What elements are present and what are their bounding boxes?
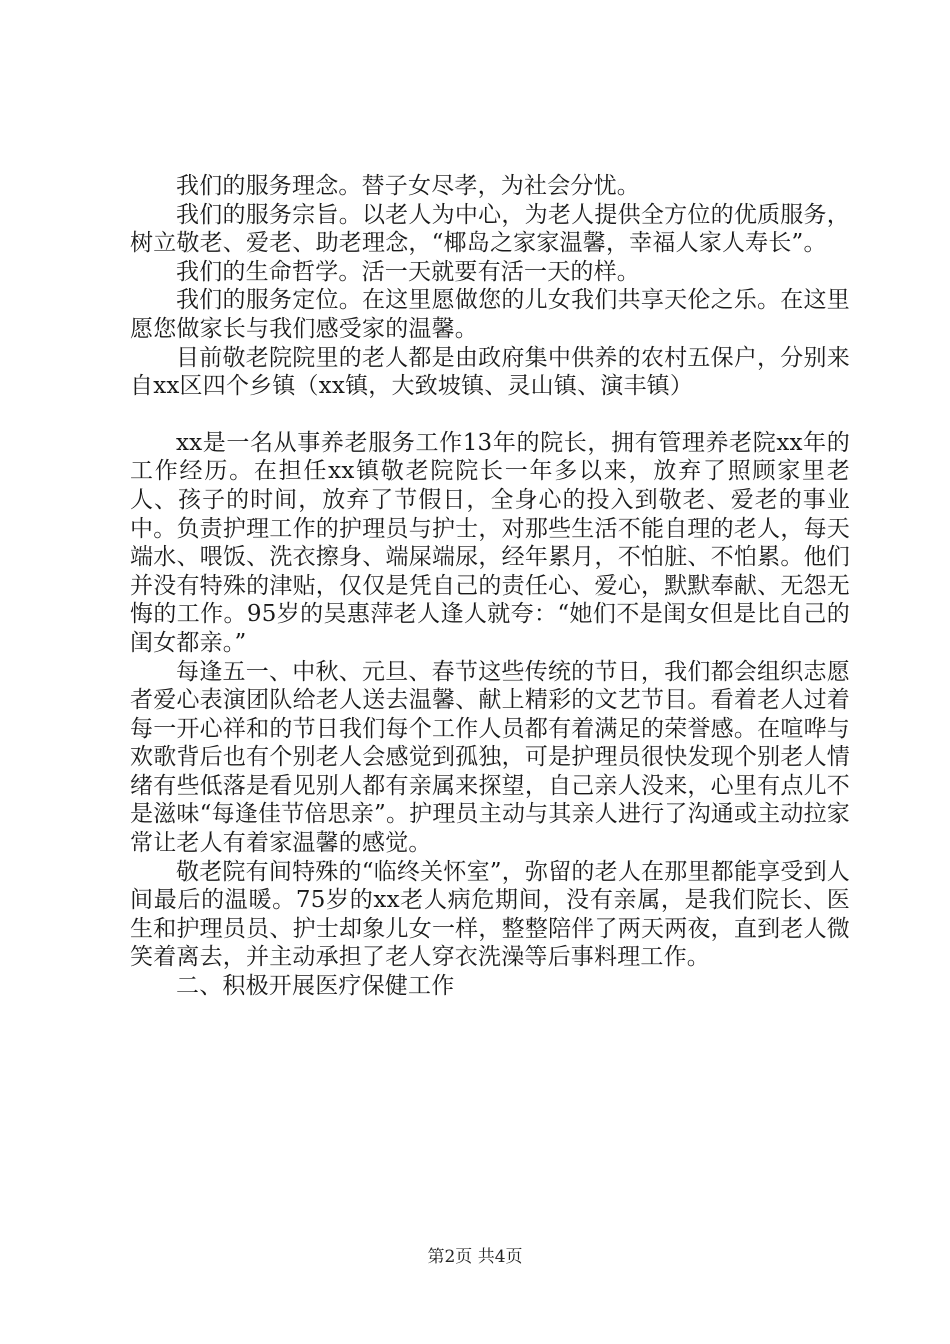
paragraph-service-concept: 我们的服务理念。替子女尽孝，为社会分忧。 <box>176 173 640 199</box>
paragraph-service-purpose: 我们的服务宗旨。以老人为中心，为老人提供全方位的优质服务，树立敬老、爱老、助老理念，“椰岛之家家温馨，幸福人家人寿长”。 <box>130 201 850 257</box>
section-heading-medical-care: 二、积极开展医疗保健工作 <box>176 973 455 1000</box>
paragraph-spacer <box>130 401 850 429</box>
paragraph-festivals: 每逢五一、中秋、元旦、春节这些传统的节日，我们都会组织志愿者爱心表演团队给老人送去温馨、献上精彩的文艺节目。看着老人过着每一开心祥和的节日我们每个工作人员都有着满足的荣誉感。在喧哗与欢歌背后也有个别老人会感觉到孤独，可是护理员很快发现个别老人情绪有些低落是看见别人都有亲属来探望，自己亲人没来，心里有点儿不是滋味“每逢佳节倍思亲”。护理员主动与其亲人进行了沟通或主动拉家常让老人有着家温馨的感觉。 <box>130 658 850 857</box>
paragraph-residents: 目前敬老院院里的老人都是由政府集中供养的农村五保户，分别来自xx区四个乡镇（xx镇，大致坡镇、灵山镇、演丰镇） <box>130 344 850 400</box>
paragraph-life-philosophy: 我们的生命哲学。活一天就要有活一天的样。 <box>176 258 640 285</box>
paragraph-director: xx是一名从事养老服务工作13年的院长，拥有管理养老院xx年的工作经历。在担任xx镇敬老院院长一年多以来，放弃了照顾家里老人、孩子的时间，放弃了节假日，全身心的投入到敬老、爱老的事业中。负责护理工作的护理员与护士，对那些生活不能自理的老人，每天端水、喂饭、洗衣擦身、端屎端尿，经年累月，不怕脏、不怕累。他们并没有特殊的津贴，仅仅是凭自己的责任心、爱心，默默奉献、无怨无悔的工作。95岁的吴惠萍老人逢人就夸：“她们不是闺女但是比自己的闺女都亲。” <box>130 429 850 656</box>
document-body <box>130 172 850 1001</box>
paragraph-service-positioning: 我们的服务定位。在这里愿做您的儿女我们共享天伦之乐。在这里愿您做家长与我们感受家的温馨。 <box>130 287 850 342</box>
paragraph-hospice-room: 敬老院有间特殊的“临终关怀室”，弥留的老人在那里都能享受到人间最后的温暖。75岁的xx老人病危期间，没有亲属，是我们院长、医生和护理员员、护士却象儿女一样，整整陪伴了两天两夜，直到老人微笑着离去，并主动承担了老人穿衣洗澡等后事料理工作。 <box>130 858 850 971</box>
page-number-footer: 第2页 共4页 <box>427 1247 523 1267</box>
